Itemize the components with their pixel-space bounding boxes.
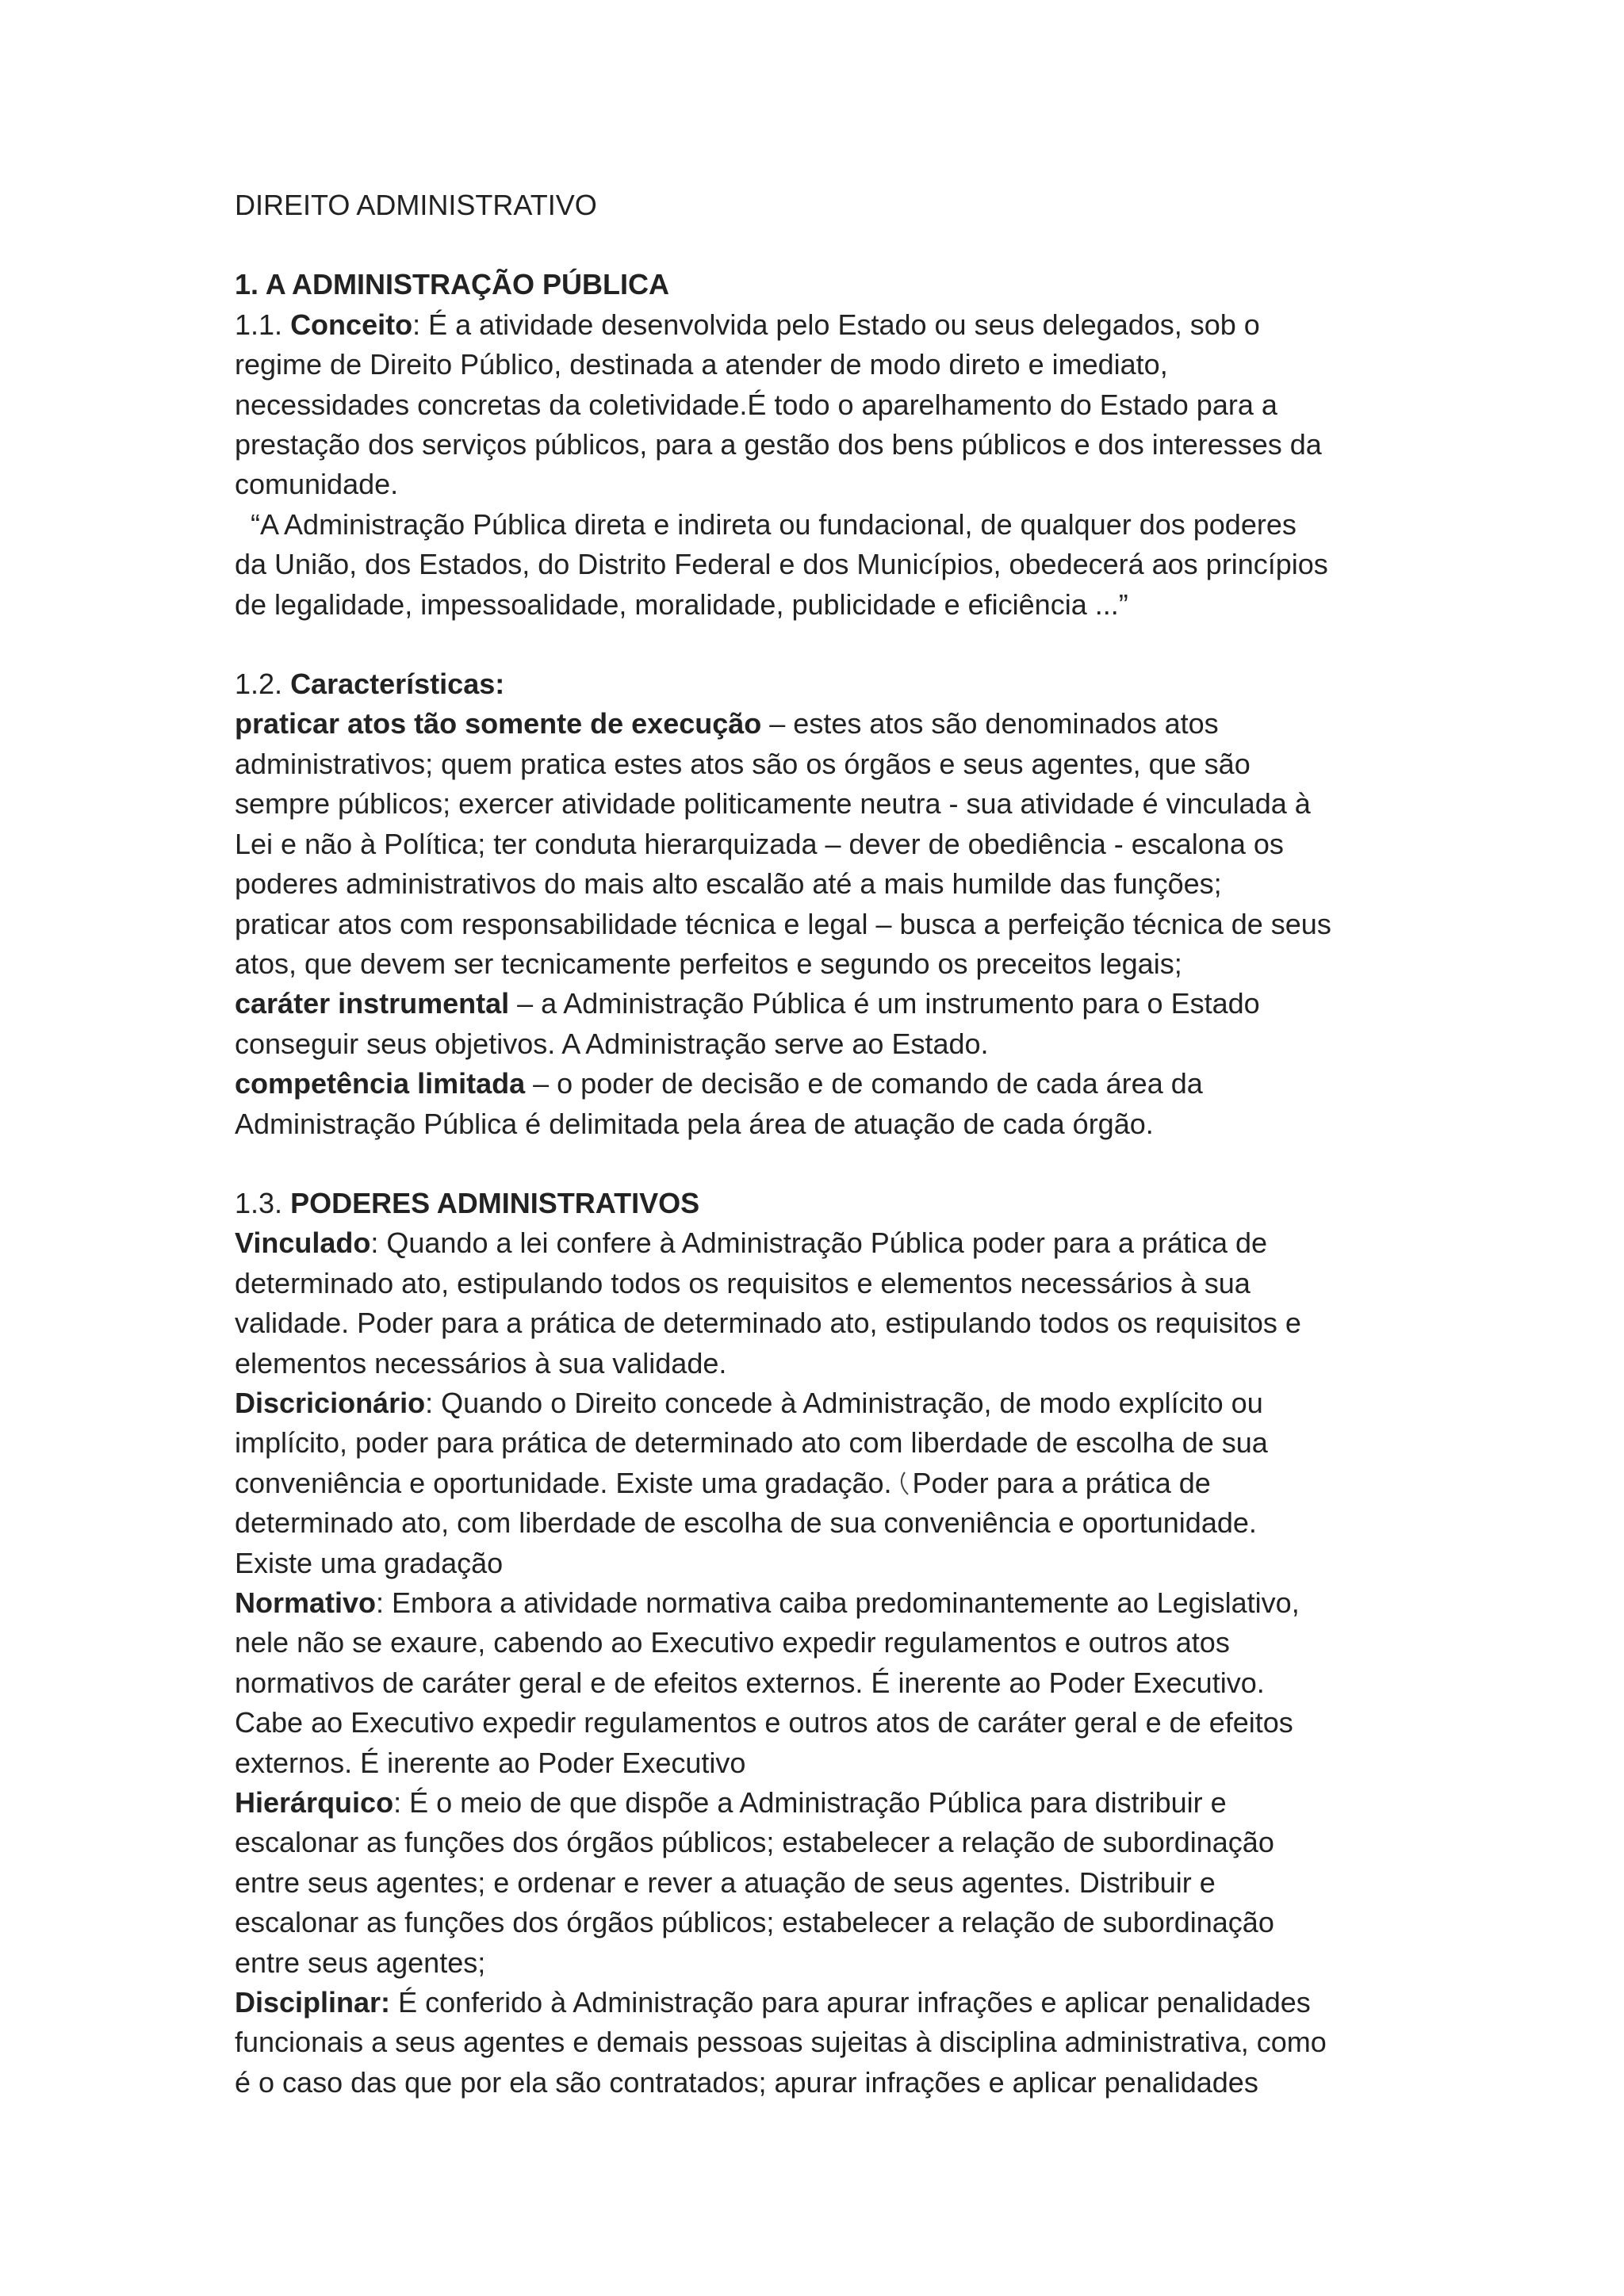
subsection-heading: 1.2. Características: [235,668,505,701]
term-conceito: Conceito [290,308,413,341]
quote-line: da União, dos Estados, do Distrito Federal e dos Municípios, obedecerá aos princípios [235,548,1328,581]
paragraph-line: competência limitada – o poder de decisão e de comando de cada área da [235,1067,1203,1100]
paragraph-line: 1.1. Conceito: É a atividade desenvolvida pelo Estado ou seus delegados, sob o [235,308,1260,341]
paragraph-line: Disciplinar: É conferido à Administração para apurar infrações e aplicar penalidades [235,1986,1311,2019]
paragraph-line: Discricionário: Quando o Direito concede à Administração, de modo explícito ou [235,1386,1263,1419]
paragraph-line: validade. Poder para a prática de determinado ato, estipulando todos os requisitos e [235,1307,1301,1340]
term-normativo: Normativo [235,1586,377,1619]
paragraph-line: elementos necessários à sua validade. [235,1346,727,1380]
section-heading: 1. A ADMINISTRAÇÃO PÚBLICA [235,268,669,301]
paragraph-line: entre seus agentes; e ordenar e rever a atuação de seus agentes. Distribuir e [235,1866,1216,1899]
paragraph-line: sempre públicos; exercer atividade politicamente neutra - sua atividade é vinculada à [235,787,1311,821]
paragraph-line: conseguir seus objetivos. A Administração serve ao Estado. [235,1027,989,1060]
paragraph-line: regime de Direito Público, destinada a atender de modo direto e imediato, [235,348,1168,381]
paragraph-line: poderes administrativos do mais alto escalão até a mais humilde das funções; [235,867,1222,901]
paragraph-line: externos. É inerente ao Poder Executivo [235,1746,746,1779]
paragraph-line: Hierárquico: É o meio de que dispõe a Administração Pública para distribuir e [235,1786,1227,1820]
paragraph-line: determinado ato, com liberdade de escolha de sua conveniência e oportunidade. [235,1506,1257,1540]
paragraph-line: determinado ato, estipulando todos os requisitos e elementos necessários à sua [235,1266,1251,1299]
paragraph-line: é o caso das que por ela são contratados; apurar infrações e aplicar penalidades [235,2065,1258,2099]
paragraph-line: atos, que devem ser tecnicamente perfeitos e segundo os preceitos legais; [235,947,1182,980]
paragraph-line: normativos de caráter geral e de efeitos externos. É inerente ao Poder Executivo. [235,1666,1265,1699]
term-instrumental: caráter instrumental [235,987,510,1020]
quote-line: de legalidade, impessoalidade, moralidade, publicidade e eficiência ...” [235,587,1128,621]
paragraph-line: Normativo: Embora a atividade normativa caiba predominantemente ao Legislativo, [235,1586,1300,1619]
term-execucao: praticar atos tão somente de execução [235,707,762,740]
paragraph-line: implícito, poder para prática de determinado ato com liberdade de escolha de sua [235,1426,1268,1460]
paragraph-line: caráter instrumental – a Administração Pública é um instrumento para o Estado [235,987,1260,1020]
paragraph-line: Administração Pública é delimitada pela área de atuação de cada órgão. [235,1107,1154,1140]
handwritten-mark-icon [897,1469,911,1498]
paragraph-line: administrativos; quem pratica estes atos são os órgãos e seus agentes, que são [235,747,1251,780]
paragraph-line: nele não se exaure, cabendo ao Executivo expedir regulamentos e outros atos [235,1626,1230,1659]
paragraph-line: Cabe ao Executivo expedir regulamentos e outros atos de caráter geral e de efeitos [235,1706,1293,1739]
term-hierarquico: Hierárquico [235,1786,394,1820]
paragraph-line: escalonar as funções dos órgãos públicos; estabelecer a relação de subordinação [235,1826,1274,1859]
term-competencia: competência limitada [235,1067,526,1100]
term-vinculado: Vinculado [235,1226,371,1260]
paragraph-line: prestação dos serviços públicos, para a gestão dos bens públicos e dos interesses da [235,428,1322,461]
paragraph-line: Existe uma gradação [235,1546,504,1579]
paragraph-line: praticar atos tão somente de execução – estes atos são denominados atos [235,707,1219,740]
paragraph-line: Vinculado: Quando a lei confere à Administração Pública poder para a prática de [235,1226,1268,1260]
subsection-heading: 1.3. PODERES ADMINISTRATIVOS [235,1186,700,1219]
paragraph-line: escalonar as funções dos órgãos públicos; estabelecer a relação de subordinação [235,1906,1274,1939]
paragraph-line: entre seus agentes; [235,1946,486,1979]
term-discricionario: Discricionário [235,1386,426,1419]
paragraph-line: comunidade. [235,468,399,501]
document-title: DIREITO ADMINISTRATIVO [235,189,597,221]
term-disciplinar: Disciplinar: [235,1986,391,2019]
paragraph-line: conveniência e oportunidade. Existe uma gradação. Poder para a prática de [235,1466,1211,1499]
paragraph-line: funcionais a seus agentes e demais pessoas sujeitas à disciplina administrativa, como [235,2026,1327,2059]
quote-line: “A Administração Pública direta e indireta ou fundacional, de qualquer dos poderes [235,507,1297,541]
paragraph-line: praticar atos com responsabilidade técnica e legal – busca a perfeição técnica de seus [235,907,1331,940]
document-body [235,186,1424,2103]
paragraph-line: necessidades concretas da coletividade.É todo o aparelhamento do Estado para a [235,388,1277,421]
paragraph-line: Lei e não à Política; ter conduta hierarquizada – dever de obediência - escalona os [235,827,1284,860]
